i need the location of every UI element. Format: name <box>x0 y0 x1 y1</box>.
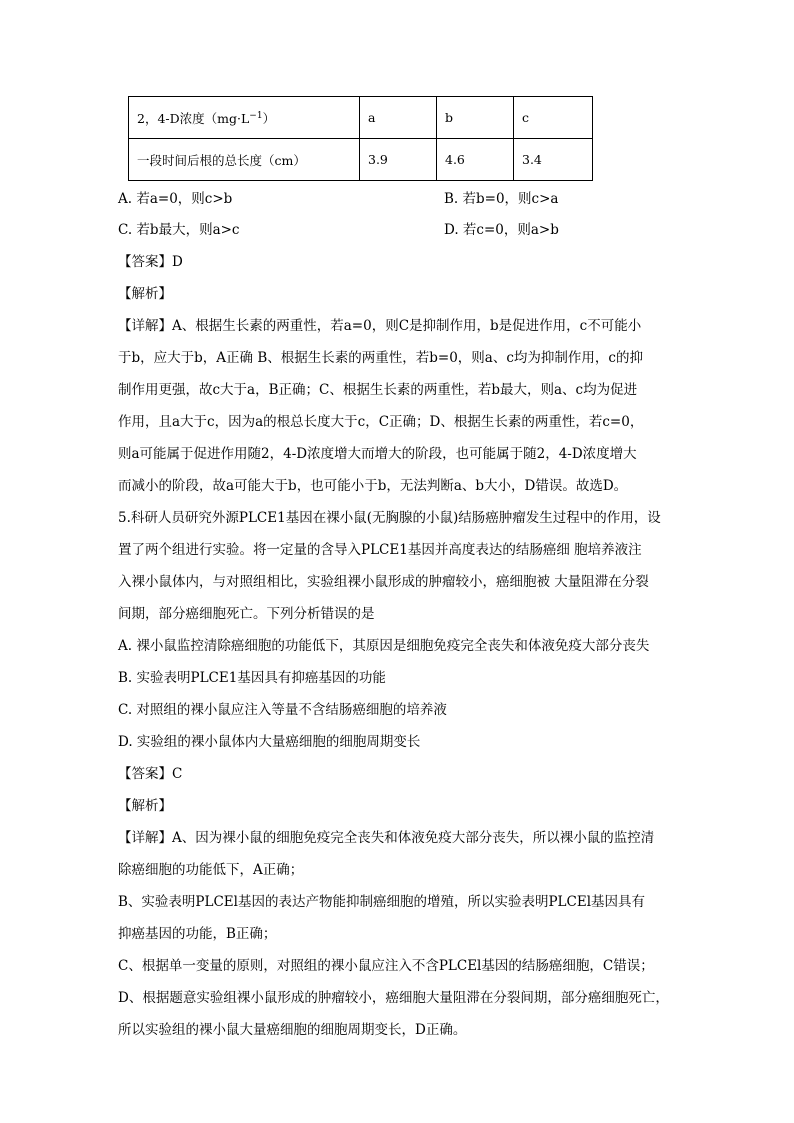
q4-detail-line: 则a可能属于促进作用随2，4-D浓度增大而增大的阶段，也可能属于随2，4-D浓度增大 <box>118 446 637 462</box>
q4-option-d: D. 若c=0，则a>b <box>444 222 559 238</box>
q4-option-a: A. 若a=0，则c>b <box>118 191 233 207</box>
q5-detail-line: C、根据单一变量的原则，对照组的裸小鼠应注入不含PLCEl基因的结肠癌细胞，C错误； <box>118 958 654 974</box>
q5-detail-line: B、实验表明PLCEl基因的表达产物能抑制癌细胞的增殖，所以实验表明PLCEl基因具有 <box>118 894 646 910</box>
q5-stem-line: 置了两个组进行实验。将一定量的含导入PLCE1基因并高度表达的结肠癌细 胞培养液注 <box>118 542 642 558</box>
q5-option-d: D. 实验组的裸小鼠体内大量癌细胞的细胞周期变长 <box>118 734 421 750</box>
q5-option-b: B. 实验表明PLCE1基因具有抑癌基因的功能 <box>118 670 386 686</box>
q5-detail-line: 所以实验组的裸小鼠大量癌细胞的细胞周期变长，D正确。 <box>118 1022 467 1038</box>
table-cell: a <box>360 97 437 139</box>
q4-detail-line: 作用，且a大于c，因为a的根总长度大于c，C正确；D、根据生长素的两重性，若c=0， <box>118 414 644 430</box>
q5-option-c: C. 对照组的裸小鼠应注入等量不含结肠癌细胞的培养液 <box>118 702 447 718</box>
q5-detail-line: 抑癌基因的功能，B正确； <box>118 926 277 942</box>
table-cell: 3.4 <box>514 139 593 181</box>
data-table <box>128 96 593 181</box>
q5-detail-line: 除癌细胞的功能低下，A正确； <box>118 862 304 878</box>
table-header-concentration: 2，4-D浓度$(mg\cdot L^{-1})$ <box>129 97 360 139</box>
q4-detail-line: 【详解】A、根据生长素的两重性，若a=0，则C是抑制作用，b是促进作用，c不可能小 <box>118 318 642 334</box>
q5-stem-line: 入裸小鼠体内，与对照组相比，实验组裸小鼠形成的肿瘤较小，癌细胞被 大量阻滞在分裂 <box>118 574 649 590</box>
table-cell: 4.6 <box>437 139 514 181</box>
q4-answer: 【答案】D <box>118 254 183 270</box>
q4-analysis-heading: 【解析】 <box>118 286 172 302</box>
table-header-length: 一段时间后根的总长度（cm） <box>129 139 360 181</box>
q5-answer: 【答案】C <box>118 766 183 782</box>
q5-option-a: A. 裸小鼠监控清除癌细胞的功能低下，其原因是细胞免疫完全丧失和体液免疫大部分丧失 <box>118 638 650 654</box>
q5-stem-line: 间期，部分癌细胞死亡。下列分析错误的是 <box>118 606 375 622</box>
q5-detail-line: 【详解】A、因为裸小鼠的细胞免疫完全丧失和体液免疫大部分丧失，所以裸小鼠的监控清 <box>118 830 655 846</box>
table-row <box>129 97 593 139</box>
q5-detail-line: D、根据题意实验组裸小鼠形成的肿瘤较小，癌细胞大量阻滞在分裂间期，部分癌细胞死亡， <box>118 990 669 1006</box>
q4-detail-line: 而减小的阶段，故a可能大于b，也可能小于b，无法判断a、b大小，D错误。故选D。 <box>118 478 628 494</box>
table-cell: c <box>514 97 593 139</box>
q4-option-b: B. 若b=0，则c>a <box>444 191 559 207</box>
table-cell: b <box>437 97 514 139</box>
q4-detail-line: 制作用更强，故c大于a，B正确；C、根据生长素的两重性，若b最大，则a、c均为促进 <box>118 382 638 398</box>
q4-detail-line: 于b，应大于b，A正确 B、根据生长素的两重性，若b=0，则a、c均为抑制作用，c的抑 <box>118 350 643 366</box>
table-cell: 3.9 <box>360 139 437 181</box>
q4-option-c: C. 若b最大，则a>c <box>118 222 240 238</box>
q5-stem-line: 5.科研人员研究外源PLCE1基因在裸小鼠(无胸腺的小鼠)结肠癌肿瘤发生过程中的作用，设 <box>118 510 661 526</box>
q5-analysis-heading: 【解析】 <box>118 798 172 814</box>
table-row <box>129 139 593 181</box>
